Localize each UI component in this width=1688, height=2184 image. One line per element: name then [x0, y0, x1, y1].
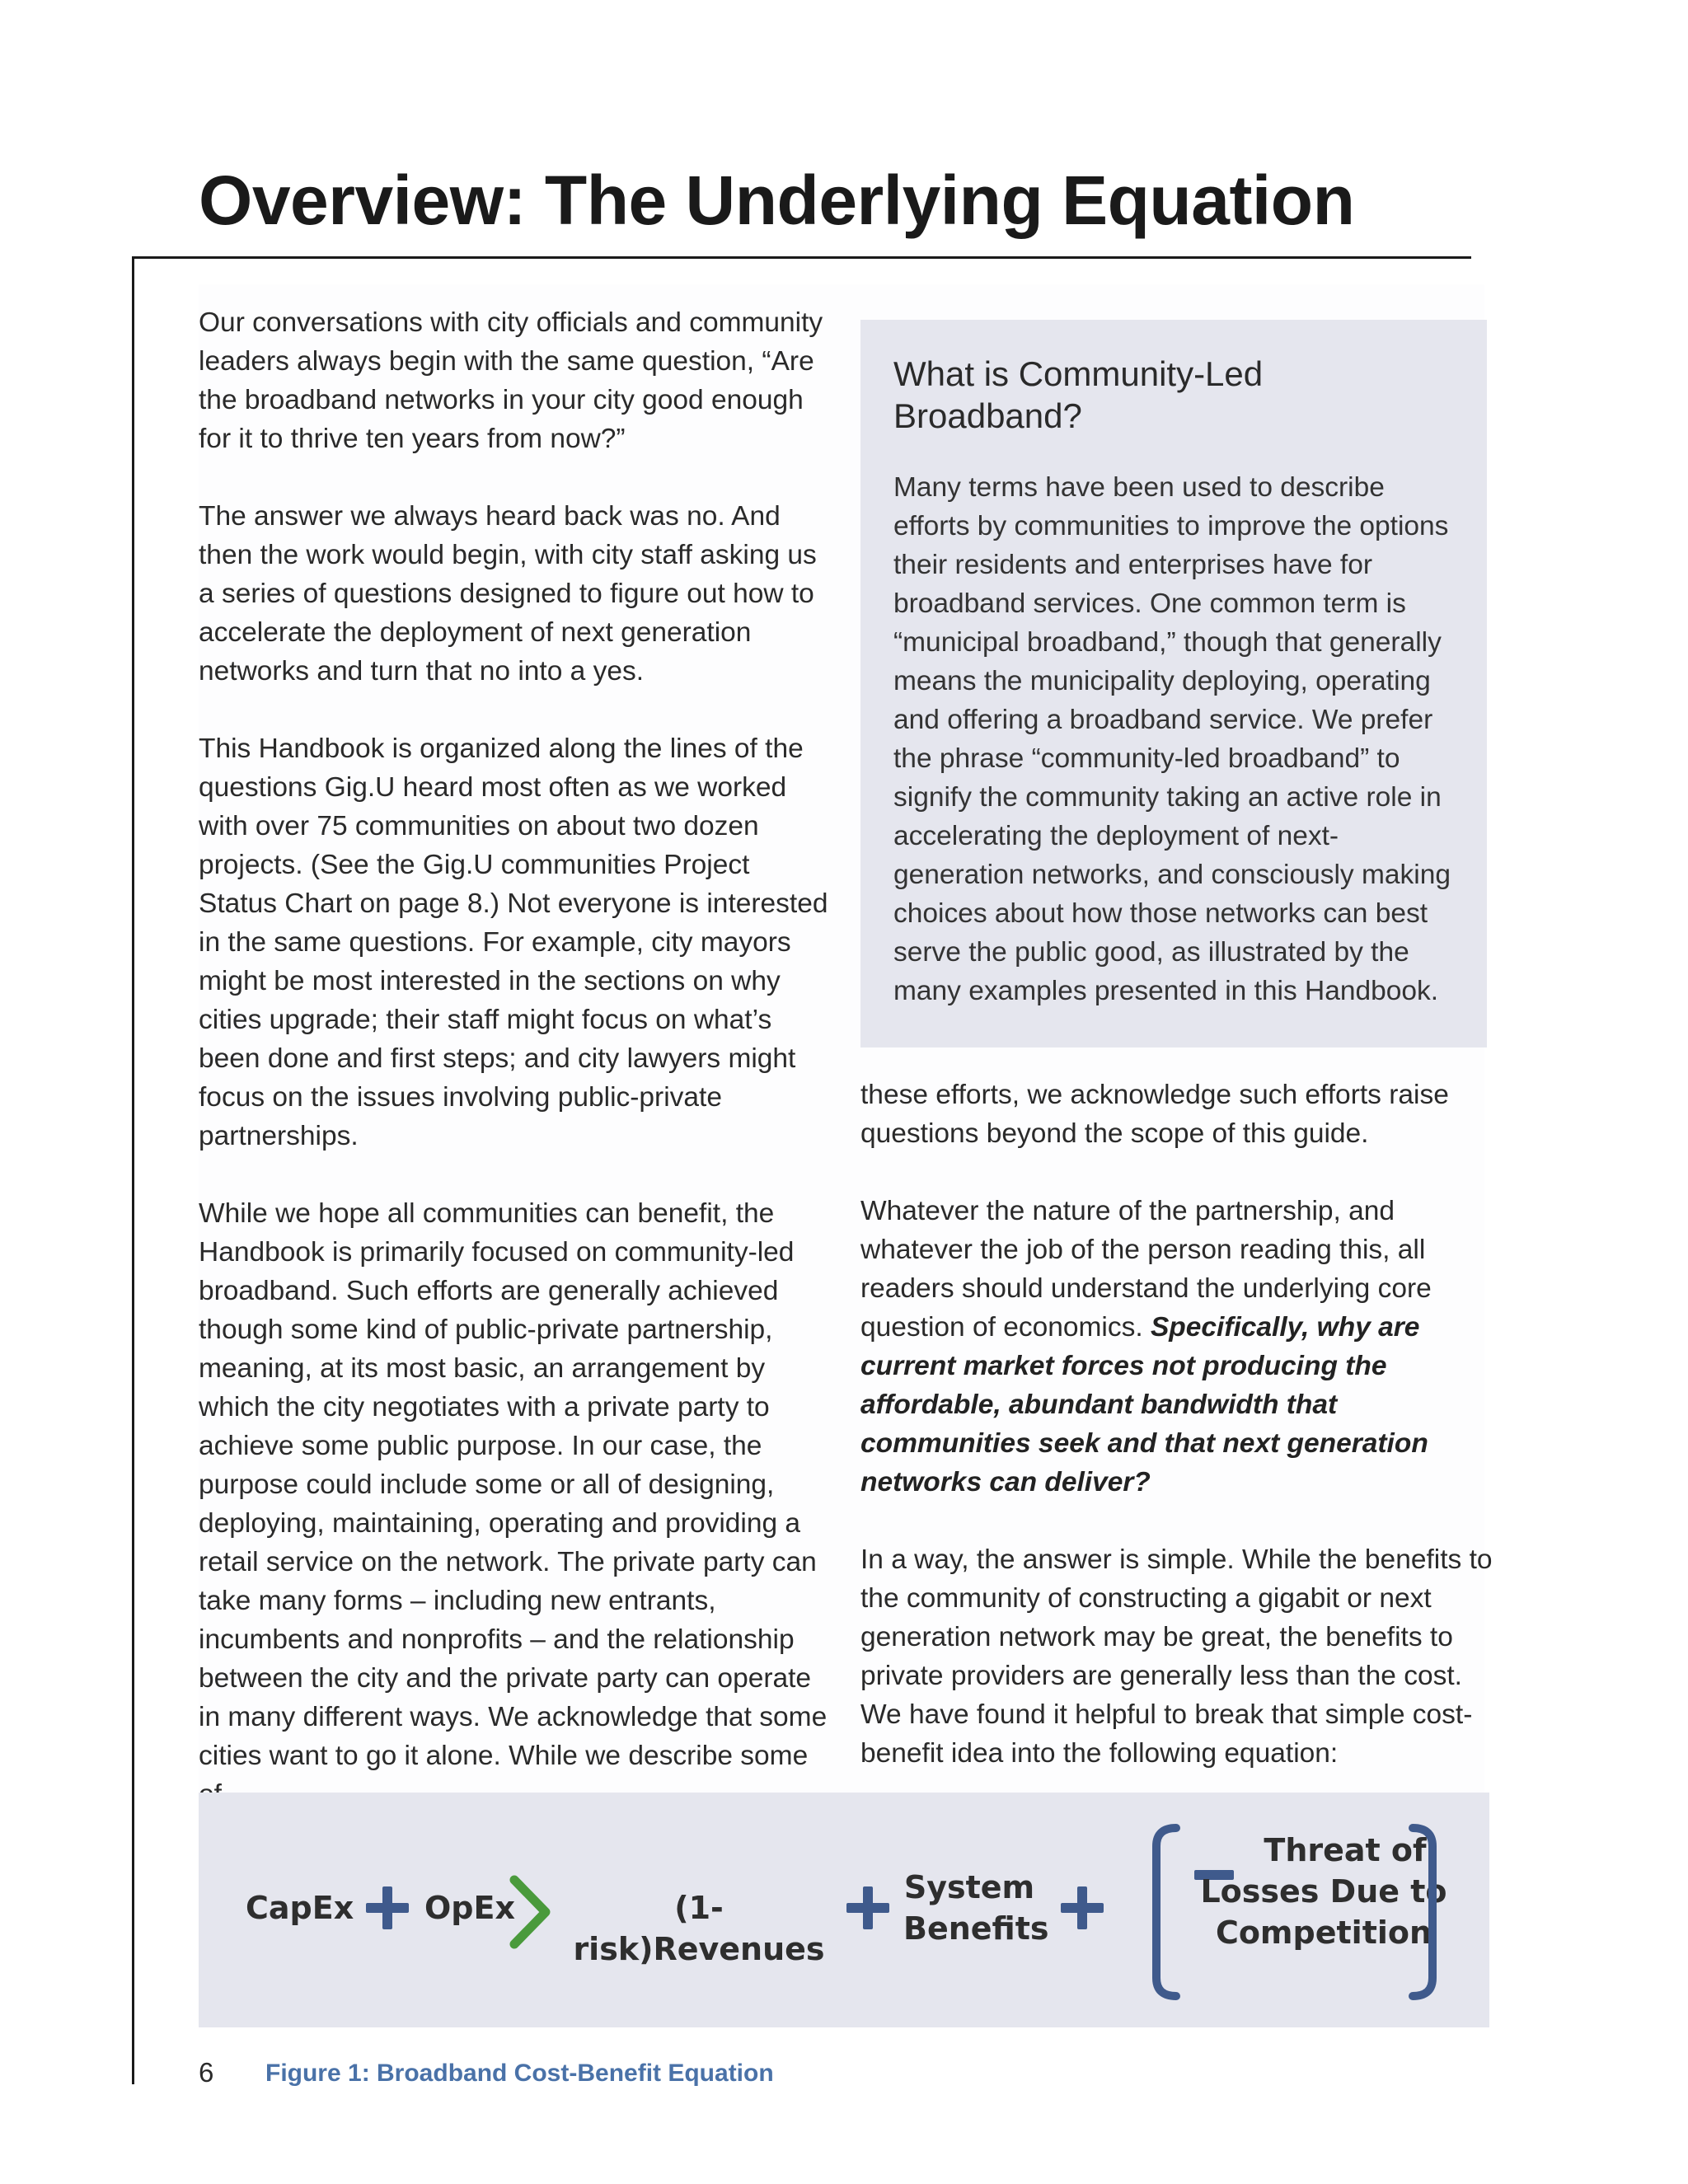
- term-line: Threat of: [1264, 1832, 1427, 1868]
- plus-icon: [366, 1886, 409, 1929]
- page-number: 6: [199, 2057, 214, 2088]
- greater-than-icon: [508, 1873, 554, 1951]
- page-title: Overview: The Underlying Equation: [199, 162, 1355, 239]
- paragraph: This Handbook is organized along the lines of the questions Gig.U heard most often as we worked with over 75 communities on about two dozen projects. (See the Gig.U communities Project Status Chart on page 8.) Not everyone is interested in the same questions. For example, city mayors might be most interested in the sections on why cities upgrade; their staff might focus on what’s been done and first steps; and city lawyers might focus on the issues involving public-private partnerships.: [199, 733, 828, 1151]
- term-line: Losses Due to: [1200, 1873, 1447, 1910]
- right-column: [860, 1076, 1495, 1811]
- paragraph: In a way, the answer is simple. While the benefits to the community of constructing a gigabit or next generation network may be great, the benefits to private providers are generally less than the cost. We have found it helpful to break that simple cost-benefit idea into the following equation:: [860, 1544, 1493, 1769]
- sidebar-text: Many terms have been used to describe efforts by communities to improve the options their residents and enterprises have for broadband services. One common term is “municipal broadband,” though that generally means the municipality deploying, operating and offering a broadband service. We prefer the phrase “community-led broadband” to signify the community taking an active role in accelerating the deployment of next-generation networks, and consciously making choices about how those networks can best serve the public good, as illustrated by the many examples presented in this Handbook.: [893, 472, 1451, 1006]
- left-margin-rule: [132, 256, 134, 2084]
- system-benefits-term: [903, 1867, 1049, 1949]
- revenues-term: (1-risk)Revenues: [573, 1890, 825, 1967]
- left-bracket-icon: [1146, 1821, 1184, 2003]
- sidebar-title: What is Community-Led Broadband?: [893, 354, 1264, 435]
- left-column: [199, 303, 833, 1853]
- paragraph: these efforts, we acknowledge such efforts raise questions beyond the scope of this guide.: [860, 1080, 1449, 1149]
- plus-icon: [1061, 1886, 1104, 1929]
- plus-icon: [846, 1886, 889, 1929]
- equation-figure: [199, 1793, 1489, 2027]
- paragraph: Our conversations with city officials and community leaders always begin with the same question, “Are the broadband networks in your city good enough for it to thrive ten years from now?”: [199, 307, 823, 454]
- capex-term: CapEx: [246, 1890, 354, 1926]
- sidebar-box: [860, 320, 1487, 1047]
- title-rule: [132, 256, 1471, 259]
- paragraph-lead: Whatever the nature of the partnership, and whatever the job of the person reading this, all readers should understand the underlying core question of economics.: [860, 1196, 1432, 1343]
- right-bracket-icon: [1404, 1821, 1442, 2003]
- paragraph: [860, 1192, 1495, 1502]
- term-line: System: [903, 1869, 1035, 1905]
- term-line: Competition: [1215, 1915, 1432, 1951]
- figure-caption: Figure 1: Broadband Cost-Benefit Equation: [265, 2060, 774, 2087]
- term-line: Benefits: [903, 1910, 1049, 1947]
- paragraph: While we hope all communities can benefit, the Handbook is primarily focused on community-led broadband. Such efforts are generally achieved though some kind of public-private partnership, meaning, at its most basic, an arrangement by which the city negotiates with a private party to achieve some public purpose. In our case, the purpose could include some or all of designing, deploying, maintaining, operating and providing a retail service on the network. The private party can take many forms – including new entrants, incumbents and nonprofits – and the relationship between the city and the private party can operate in many different ways. We acknowledge that some cities want to go it alone. While we describe some: [199, 1198, 828, 1771]
- opex-term: OpEx: [424, 1890, 515, 1926]
- emphasized-question: Specifically, why are current market forces not producing the affordable, abundant bandwidth that communities seek and that next generation networks can deliver?: [860, 1312, 1428, 1497]
- paragraph: The answer we always heard back was no. And then the work would begin, with city staff asking us a series of questions designed to figure out how to accelerate the deployment of next generation networks and turn that no into a yes.: [199, 501, 817, 687]
